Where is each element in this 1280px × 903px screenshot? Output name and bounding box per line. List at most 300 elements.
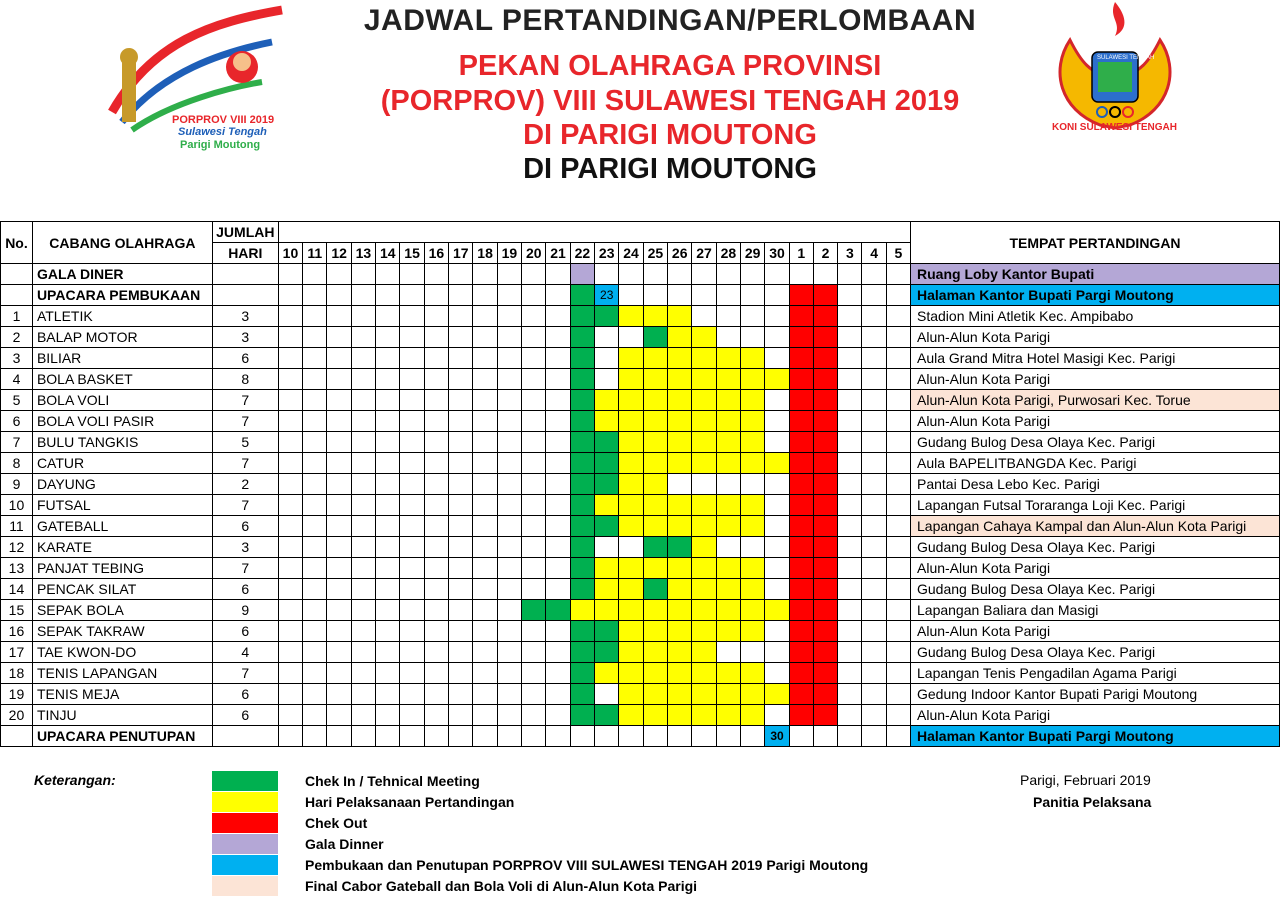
day-cell (400, 600, 424, 621)
day-cell (497, 516, 521, 537)
row-no: 16 (1, 621, 33, 642)
day-cell (278, 474, 302, 495)
day-cell (303, 558, 327, 579)
day-cell (789, 642, 813, 663)
header-day: 26 (668, 243, 692, 264)
day-cell (643, 579, 667, 600)
day-cell (303, 327, 327, 348)
day-cell (692, 453, 716, 474)
table-row (1, 726, 1280, 747)
header-day: 16 (424, 243, 448, 264)
day-cell (619, 369, 643, 390)
day-cell (278, 411, 302, 432)
day-cell (449, 600, 473, 621)
day-cell (789, 495, 813, 516)
day-cell (473, 726, 497, 747)
day-cell (789, 432, 813, 453)
day-cell (619, 537, 643, 558)
day-cell (546, 579, 570, 600)
day-cell (449, 285, 473, 306)
porprov-logo (92, 2, 292, 162)
day-cell (643, 369, 667, 390)
day-cell (570, 621, 594, 642)
day-cell (327, 558, 351, 579)
row-venue: Gudang Bulog Desa Olaya Kec. Parigi (911, 537, 1280, 558)
day-cell (278, 369, 302, 390)
day-cell (327, 432, 351, 453)
day-cell (886, 327, 910, 348)
day-cell (327, 642, 351, 663)
row-venue: Lapangan Futsal Toraranga Loji Kec. Parigi (911, 495, 1280, 516)
day-cell (789, 306, 813, 327)
day-cell (716, 411, 740, 432)
day-cell (619, 390, 643, 411)
day-cell (327, 684, 351, 705)
header-day: 22 (570, 243, 594, 264)
day-cell (595, 516, 619, 537)
day-cell (765, 495, 789, 516)
row-venue: Gedung Indoor Kantor Bupati Parigi Moutong (911, 684, 1280, 705)
row-cabang: BULU TANGKIS (32, 432, 212, 453)
day-cell (424, 516, 448, 537)
day-cell (570, 285, 594, 306)
day-cell (546, 705, 570, 726)
day-cell (424, 306, 448, 327)
legend-swatch (212, 834, 278, 854)
day-cell (716, 432, 740, 453)
row-no: 12 (1, 537, 33, 558)
row-cabang: PANJAT TEBING (32, 558, 212, 579)
day-cell (692, 495, 716, 516)
day-cell (789, 390, 813, 411)
day-cell (351, 327, 375, 348)
day-cell (668, 474, 692, 495)
day-cell (303, 306, 327, 327)
day-cell (668, 537, 692, 558)
day-cell (813, 264, 837, 285)
day-cell (886, 474, 910, 495)
day-cell (643, 453, 667, 474)
day-cell (327, 348, 351, 369)
day-cell (570, 495, 594, 516)
day-cell (668, 579, 692, 600)
day-cell (595, 474, 619, 495)
day-cell (886, 306, 910, 327)
day-cell (813, 411, 837, 432)
day-cell (570, 642, 594, 663)
row-no: 4 (1, 369, 33, 390)
row-jumlah: 6 (212, 579, 278, 600)
day-cell (424, 453, 448, 474)
day-cell (522, 516, 546, 537)
row-jumlah: 6 (212, 516, 278, 537)
day-cell (716, 474, 740, 495)
row-cabang: SEPAK TAKRAW (32, 621, 212, 642)
day-cell (765, 348, 789, 369)
day-cell (424, 642, 448, 663)
row-jumlah: 3 (212, 306, 278, 327)
day-cell (570, 726, 594, 747)
day-cell (619, 432, 643, 453)
day-cell (643, 264, 667, 285)
day-cell (595, 390, 619, 411)
row-cabang: DAYUNG (32, 474, 212, 495)
day-cell (546, 285, 570, 306)
row-jumlah: 8 (212, 369, 278, 390)
row-cabang: ATLETIK (32, 306, 212, 327)
day-cell (765, 558, 789, 579)
row-cabang: BOLA VOLI PASIR (32, 411, 212, 432)
day-cell (716, 285, 740, 306)
day-cell (765, 705, 789, 726)
day-cell (497, 726, 521, 747)
row-cabang: GALA DINER (32, 264, 212, 285)
day-cell (351, 474, 375, 495)
day-cell (789, 558, 813, 579)
day-cell (692, 411, 716, 432)
day-cell (643, 390, 667, 411)
subtitle-line1: PEKAN OLAHRAGA PROVINSI (458, 50, 882, 82)
row-jumlah: 6 (212, 684, 278, 705)
day-cell (570, 411, 594, 432)
day-cell (376, 411, 400, 432)
day-cell (522, 705, 546, 726)
day-cell (789, 537, 813, 558)
day-cell (376, 642, 400, 663)
row-cabang: GATEBALL (32, 516, 212, 537)
day-cell (546, 327, 570, 348)
day-cell (619, 285, 643, 306)
day-cell (278, 537, 302, 558)
day-cell (303, 579, 327, 600)
day-cell (546, 306, 570, 327)
day-cell (813, 642, 837, 663)
day-cell (668, 369, 692, 390)
day-cell (522, 642, 546, 663)
header-tempat: TEMPAT PERTANDINGAN (911, 222, 1280, 264)
legend-text: Chek Out (305, 815, 368, 831)
table-row (1, 285, 1280, 306)
day-cell (765, 264, 789, 285)
day-cell (303, 705, 327, 726)
day-cell (692, 684, 716, 705)
day-cell (789, 726, 813, 747)
day-cell (692, 369, 716, 390)
day-cell (278, 306, 302, 327)
day-cell (595, 327, 619, 348)
day-cell (327, 600, 351, 621)
table-row (1, 516, 1280, 537)
day-cell (716, 558, 740, 579)
day-cell (643, 537, 667, 558)
legend-swatch (212, 876, 278, 896)
day-cell (570, 684, 594, 705)
day-cell (351, 663, 375, 684)
day-cell (473, 516, 497, 537)
header-day: 19 (497, 243, 521, 264)
day-cell (886, 390, 910, 411)
day-cell (595, 264, 619, 285)
day-cell (595, 411, 619, 432)
day-cell (278, 348, 302, 369)
row-cabang: PENCAK SILAT (32, 579, 212, 600)
header-no: No. (1, 222, 33, 264)
day-cell (741, 663, 765, 684)
day-cell (546, 495, 570, 516)
day-cell (278, 285, 302, 306)
day-cell (327, 453, 351, 474)
day-cell (376, 705, 400, 726)
day-cell (813, 663, 837, 684)
day-cell (838, 453, 862, 474)
day-cell (351, 432, 375, 453)
day-cell (643, 411, 667, 432)
day-cell (303, 390, 327, 411)
day-cell (813, 726, 837, 747)
day-cell (692, 579, 716, 600)
day-cell (716, 726, 740, 747)
day-cell (400, 684, 424, 705)
day-cell (862, 411, 886, 432)
day-cell (886, 621, 910, 642)
day-cell (522, 726, 546, 747)
header-day: 23 (595, 243, 619, 264)
table-row (1, 600, 1280, 621)
signature-place-date: Parigi, Februari 2019 (1020, 772, 1151, 788)
day-cell (546, 390, 570, 411)
row-venue: Alun-Alun Kota Parigi (911, 705, 1280, 726)
day-cell (668, 432, 692, 453)
day-cell (424, 726, 448, 747)
header-day: 10 (278, 243, 302, 264)
day-cell (862, 390, 886, 411)
row-no: 5 (1, 390, 33, 411)
day-cell (838, 348, 862, 369)
table-row (1, 306, 1280, 327)
day-cell (522, 579, 546, 600)
day-cell (424, 663, 448, 684)
day-cell (449, 621, 473, 642)
day-cell (522, 264, 546, 285)
day-cell (789, 705, 813, 726)
day-cell (692, 537, 716, 558)
day-cell (497, 495, 521, 516)
day-cell (692, 348, 716, 369)
day-cell (497, 411, 521, 432)
row-venue: Ruang Loby Kantor Bupati (911, 264, 1280, 285)
day-cell (813, 495, 837, 516)
day-cell (643, 684, 667, 705)
day-cell (619, 306, 643, 327)
day-cell (449, 306, 473, 327)
day-cell (473, 663, 497, 684)
day-cell (862, 327, 886, 348)
day-cell (619, 579, 643, 600)
header-day: 18 (473, 243, 497, 264)
day-cell (643, 705, 667, 726)
day-cell (668, 453, 692, 474)
row-no: 14 (1, 579, 33, 600)
day-cell (303, 348, 327, 369)
row-jumlah: 4 (212, 642, 278, 663)
row-jumlah (212, 285, 278, 306)
header-day: 11 (303, 243, 327, 264)
table-row (1, 390, 1280, 411)
day-cell (570, 474, 594, 495)
header-day: 30 (765, 243, 789, 264)
day-cell (497, 684, 521, 705)
day-cell (789, 369, 813, 390)
day-cell (789, 348, 813, 369)
day-cell (546, 621, 570, 642)
day-cell (327, 474, 351, 495)
day-cell (400, 369, 424, 390)
day-cell (789, 285, 813, 306)
day-cell (546, 432, 570, 453)
day-cell (765, 663, 789, 684)
day-cell (473, 705, 497, 726)
day-cell (838, 537, 862, 558)
day-cell (351, 684, 375, 705)
row-venue: Lapangan Cahaya Kampal dan Alun-Alun Kota Parigi (911, 516, 1280, 537)
day-cell (327, 327, 351, 348)
day-cell (376, 348, 400, 369)
day-cell (692, 474, 716, 495)
day-cell (838, 369, 862, 390)
day-cell (643, 285, 667, 306)
day-cell (351, 600, 375, 621)
day-cell (449, 495, 473, 516)
day-cell (886, 411, 910, 432)
day-cell (278, 621, 302, 642)
day-cell (400, 705, 424, 726)
day-cell (716, 264, 740, 285)
day-cell (741, 642, 765, 663)
day-cell (741, 474, 765, 495)
day-cell (449, 558, 473, 579)
day-cell (643, 474, 667, 495)
day-cell (351, 558, 375, 579)
day-cell (765, 600, 789, 621)
day-cell (838, 327, 862, 348)
day-cell (570, 348, 594, 369)
day-cell (862, 621, 886, 642)
day-cell (668, 495, 692, 516)
day-cell (643, 621, 667, 642)
day-cell (351, 495, 375, 516)
day-cell (497, 579, 521, 600)
row-cabang: TAE KWON-DO (32, 642, 212, 663)
day-cell (741, 621, 765, 642)
day-cell (546, 726, 570, 747)
day-cell (497, 306, 521, 327)
day-cell (813, 600, 837, 621)
day-cell (449, 264, 473, 285)
day-cell (546, 474, 570, 495)
row-cabang: KARATE (32, 537, 212, 558)
header-day: 3 (838, 243, 862, 264)
day-cell (765, 369, 789, 390)
day-cell (351, 516, 375, 537)
row-cabang: UPACARA PENUTUPAN (32, 726, 212, 747)
day-cell (813, 369, 837, 390)
table-row (1, 474, 1280, 495)
day-cell (546, 663, 570, 684)
day-cell (668, 306, 692, 327)
day-cell (838, 411, 862, 432)
day-cell (862, 495, 886, 516)
row-venue: Halaman Kantor Bupati Pargi Moutong (911, 726, 1280, 747)
table-row (1, 621, 1280, 642)
row-no: 17 (1, 642, 33, 663)
day-cell (595, 684, 619, 705)
day-cell (400, 411, 424, 432)
day-cell (522, 306, 546, 327)
day-cell (449, 579, 473, 600)
row-cabang: UPACARA PEMBUKAAN (32, 285, 212, 306)
day-cell (789, 474, 813, 495)
day-cell (424, 579, 448, 600)
day-cell (278, 390, 302, 411)
header-jumlah: JUMLAH (212, 222, 278, 243)
row-venue: Alun-Alun Kota Parigi, Purwosari Kec. Torue (911, 390, 1280, 411)
day-cell (400, 537, 424, 558)
day-cell (595, 369, 619, 390)
day-cell (619, 327, 643, 348)
day-cell (741, 537, 765, 558)
row-jumlah: 9 (212, 600, 278, 621)
row-cabang: BALAP MOTOR (32, 327, 212, 348)
day-cell (327, 579, 351, 600)
day-cell (692, 327, 716, 348)
day-cell (497, 705, 521, 726)
day-cell (643, 663, 667, 684)
row-jumlah: 7 (212, 411, 278, 432)
koni-shield-text: SULAWESI TENGAH (1097, 55, 1155, 61)
day-cell (351, 705, 375, 726)
day-cell (741, 705, 765, 726)
day-cell (497, 285, 521, 306)
day-cell (692, 663, 716, 684)
day-cell: 23 (595, 285, 619, 306)
header-day: 25 (643, 243, 667, 264)
day-cell (376, 390, 400, 411)
day-cell (424, 411, 448, 432)
legend-swatch (212, 813, 278, 833)
day-cell (327, 411, 351, 432)
day-cell (862, 348, 886, 369)
day-cell (619, 621, 643, 642)
day-cell (351, 369, 375, 390)
table-row (1, 705, 1280, 726)
day-cell (813, 684, 837, 705)
day-cell (424, 474, 448, 495)
day-cell (862, 432, 886, 453)
day-cell (473, 453, 497, 474)
day-cell (838, 285, 862, 306)
day-cell (668, 558, 692, 579)
day-cell (546, 558, 570, 579)
day-cell (546, 411, 570, 432)
day-cell (400, 726, 424, 747)
day-cell (424, 495, 448, 516)
day-cell (473, 558, 497, 579)
day-cell (692, 558, 716, 579)
day-cell (716, 453, 740, 474)
day-cell (400, 390, 424, 411)
day-cell (765, 285, 789, 306)
day-cell (619, 705, 643, 726)
